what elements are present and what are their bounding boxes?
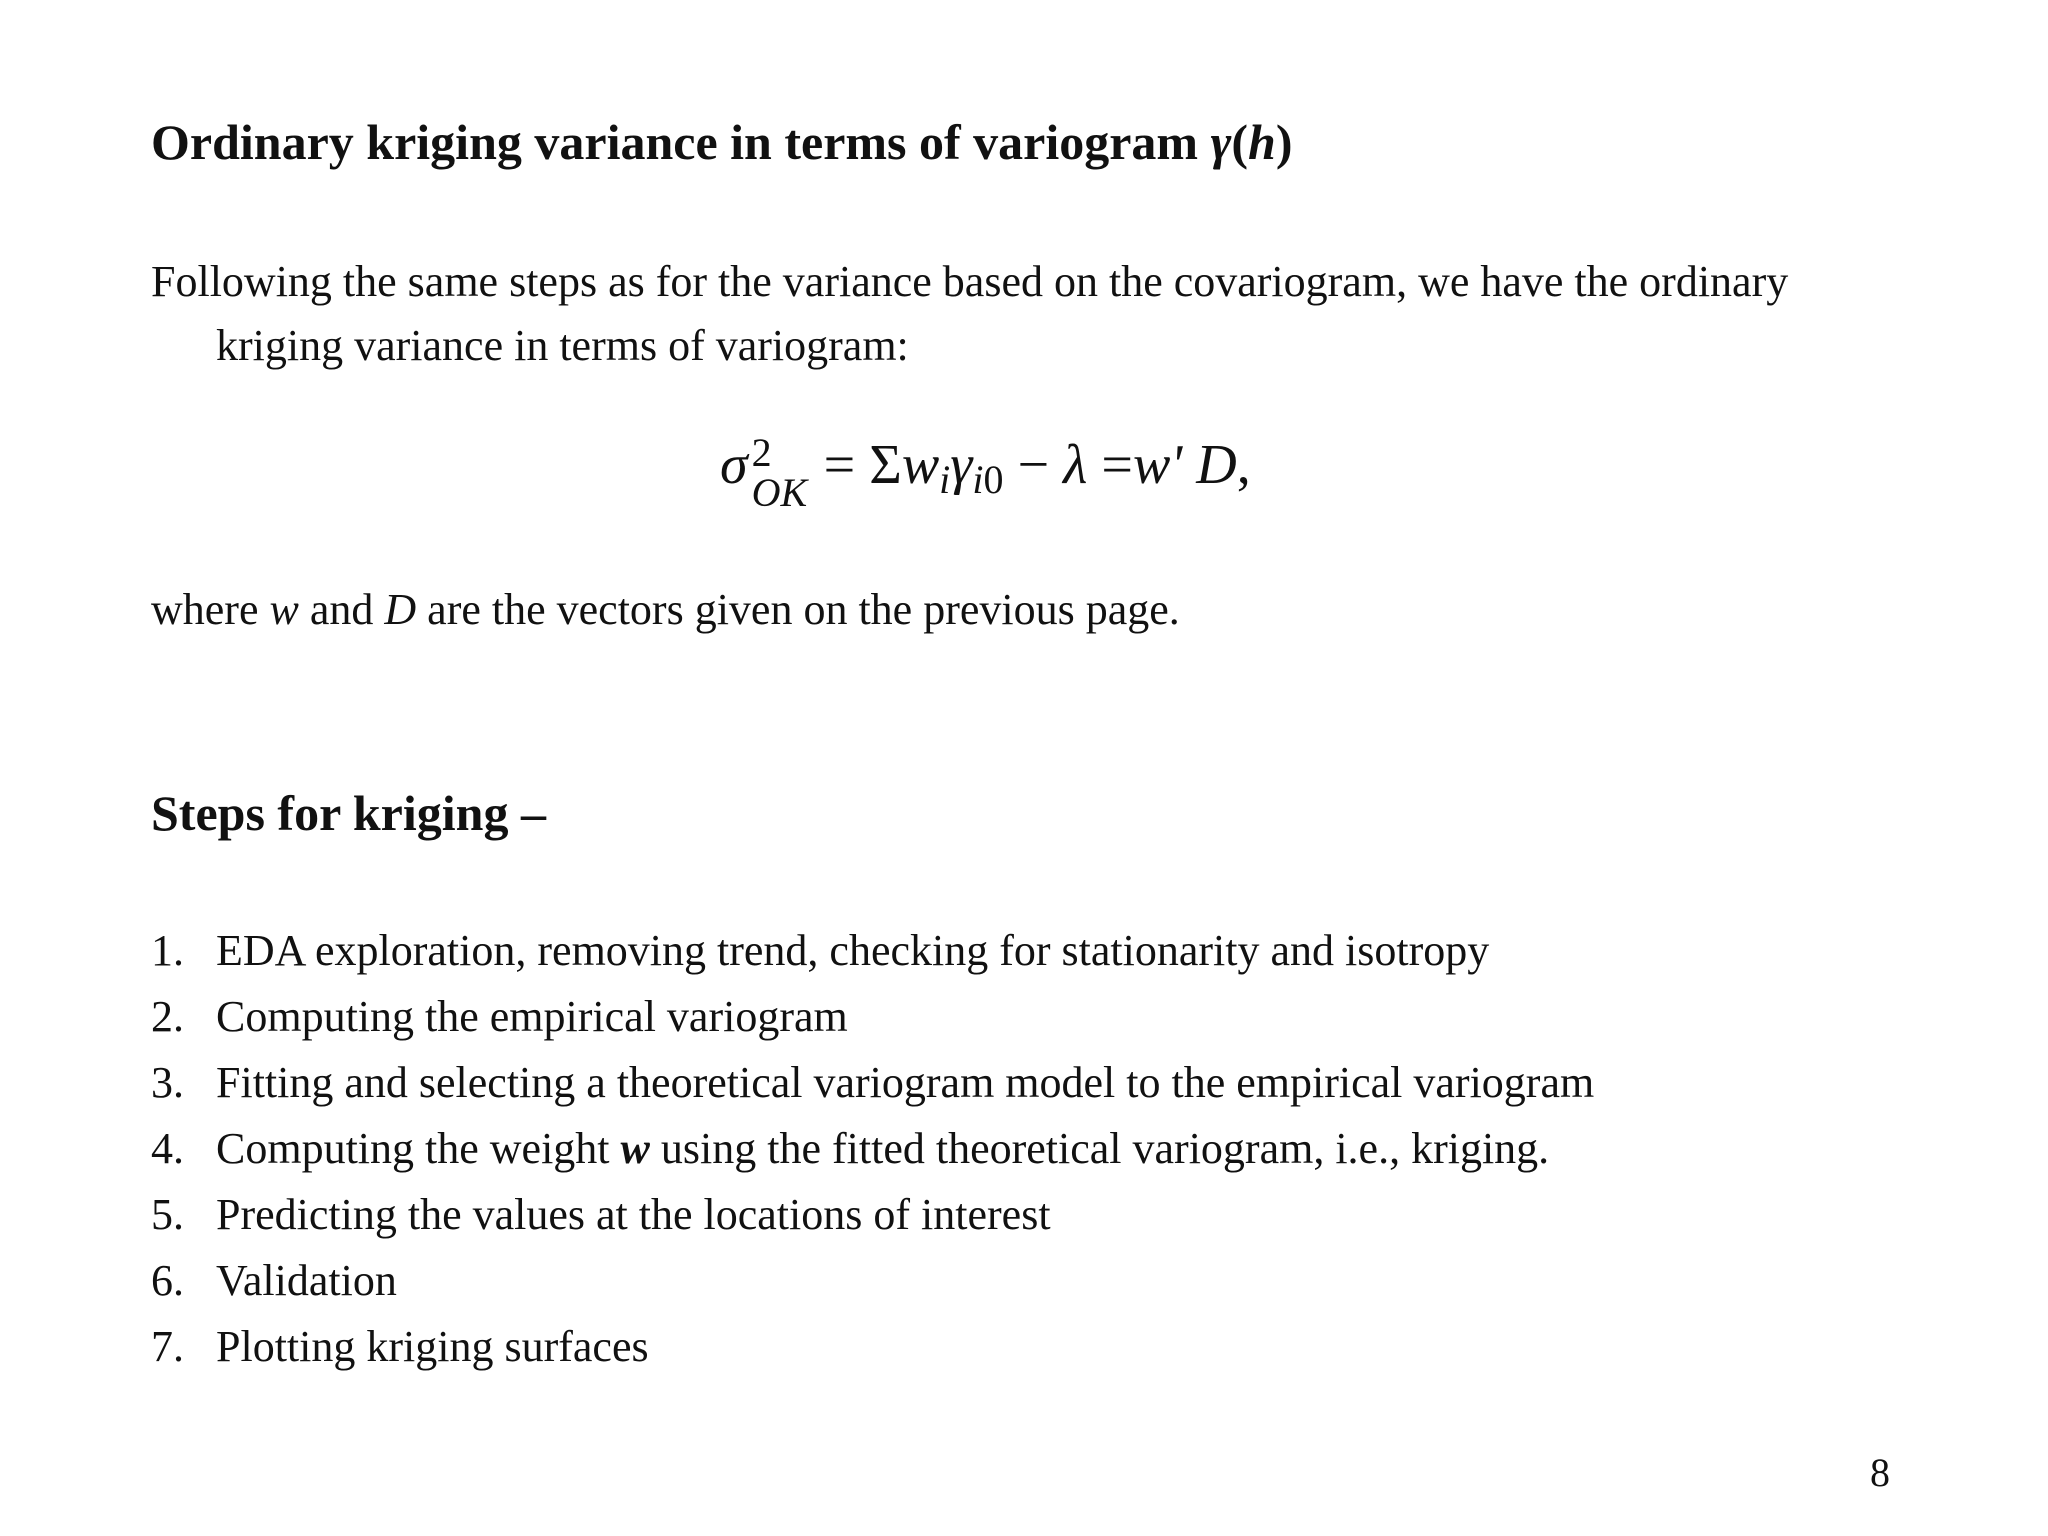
h-variable: h <box>1248 114 1276 170</box>
list-item-number: 3. <box>151 1058 184 1107</box>
equals-2: = <box>1087 434 1133 496</box>
minus-sign: − <box>1003 434 1064 496</box>
list-item-text: Predicting the values at the locations of interest <box>216 1190 1051 1239</box>
title-close-paren: ) <box>1275 114 1293 170</box>
list-item <box>151 1248 1594 1314</box>
gamma-symbol: γ <box>1210 114 1232 170</box>
gamma-subscript-0: 0 <box>983 457 1004 502</box>
intro-line-2: kriging variance in terms of variogram: <box>216 321 909 370</box>
sigma-subscript: OK <box>751 470 808 515</box>
w-transpose: w' <box>1132 434 1183 496</box>
list-item-text: Fitting and selecting a theoretical variogram model to the empirical variogram <box>216 1058 1595 1107</box>
list-item-text-post: using the fitted theoretical variogram, i.e., kriging. <box>649 1124 1550 1173</box>
list-item <box>151 1116 1594 1182</box>
list-item-text: Plotting kriging surfaces <box>216 1322 649 1371</box>
list-item <box>151 1314 1594 1380</box>
where-d: D <box>384 585 417 634</box>
sum-symbol: Σ <box>869 434 902 496</box>
list-item-number: 2. <box>151 992 184 1041</box>
where-part-2: and <box>298 585 385 634</box>
list-item <box>151 984 1594 1050</box>
formula-comma: , <box>1236 434 1251 496</box>
where-sentence <box>151 580 1180 640</box>
w-symbol: w <box>901 434 940 496</box>
where-part-3: are the vectors given on the previous page. <box>416 585 1180 634</box>
list-item-text-pre: Computing the weight <box>216 1124 621 1173</box>
list-item <box>151 1182 1594 1248</box>
where-part-1: where <box>151 585 270 634</box>
intro-paragraph <box>151 250 1911 378</box>
list-item-number: 7. <box>151 1322 184 1371</box>
list-item <box>151 1050 1594 1116</box>
list-item-text: Validation <box>216 1256 397 1305</box>
sigma-symbol: σ <box>720 434 748 496</box>
d-vector: D <box>1182 434 1237 496</box>
list-item-number: 6. <box>151 1256 184 1305</box>
title-open-paren: ( <box>1231 114 1249 170</box>
sigma-superscript: 2 <box>751 430 772 475</box>
list-item-number: 5. <box>151 1190 184 1239</box>
intro-line-1: Following the same steps as for the variance based on the covariogram, we have the ordinary <box>151 257 1789 306</box>
equals-1: = <box>809 434 870 496</box>
where-w: w <box>269 585 299 634</box>
ok-variance-formula <box>720 430 1251 515</box>
steps-list <box>151 918 1594 1380</box>
list-item-text: Computing the empirical variogram <box>216 992 848 1041</box>
gamma-subscript-i: i <box>972 457 984 502</box>
w-subscript: i <box>939 457 951 502</box>
section-title <box>151 112 1293 172</box>
list-item-number: 1. <box>151 926 184 975</box>
page-number: 8 <box>1870 1450 1890 1495</box>
lambda-symbol: λ <box>1063 434 1088 496</box>
sigma-scripts <box>748 430 810 515</box>
list-item <box>151 918 1594 984</box>
list-item-number: 4. <box>151 1124 184 1173</box>
steps-heading: Steps for kriging – <box>151 785 546 841</box>
list-item-text: EDA exploration, removing trend, checking for stationarity and isotropy <box>216 926 1490 975</box>
gamma-formula-symbol: γ <box>950 434 973 496</box>
weight-w-emphasis: w <box>620 1124 650 1173</box>
section-title-text: Ordinary kriging variance in terms of variogram <box>151 114 1211 170</box>
